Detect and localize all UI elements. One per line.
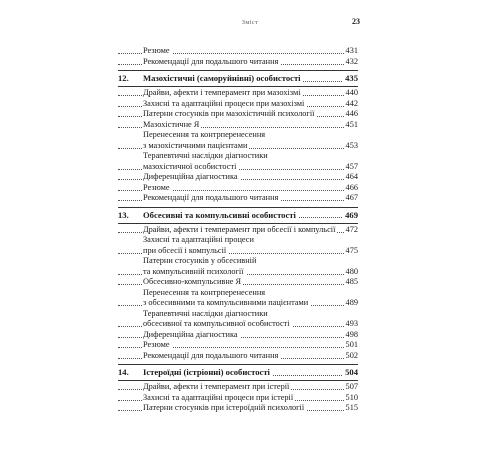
toc-entry-title: Рекомендації для подальшого читання — [143, 193, 279, 202]
toc-page-number: 440 — [345, 88, 358, 97]
toc-page-number: 475 — [345, 245, 358, 255]
chapter-heading-text — [118, 210, 298, 220]
toc-entry-title: Мазохістичне Я — [143, 119, 200, 129]
chapter-heading-text — [118, 367, 272, 377]
toc-page-number: 435 — [345, 73, 358, 83]
toc-entry — [118, 235, 358, 246]
toc-entry-title: Патерни стосунків при істероїдній психології — [143, 403, 305, 412]
toc-entry-title: Драйви, афекти і темперамент при істерії — [143, 382, 290, 391]
toc-page-number: 480 — [345, 266, 358, 276]
toc-entry-title: Захисні та адаптаційні процеси — [143, 235, 254, 244]
toc-entry-title: Резюме — [143, 340, 170, 349]
toc-entry-title: Перенесення та контрперенесення — [143, 287, 266, 297]
toc-page-number: 457 — [345, 161, 358, 171]
toc-page-number: 442 — [345, 98, 358, 108]
toc-page-number: 507 — [345, 382, 358, 391]
toc-page-number: 515 — [345, 403, 358, 412]
toc-entry — [118, 193, 358, 204]
chapter-heading — [118, 367, 358, 378]
toc-entry — [118, 109, 358, 120]
toc-entry-title: та компульсивній психології — [143, 266, 244, 276]
toc-page-number: 510 — [345, 392, 358, 402]
chapter-title: Обсесивні та компульсивні особистості — [143, 209, 296, 220]
toc-page-number: 467 — [345, 193, 358, 202]
toc-entry-title: Захисні та адаптаційні процеси при істерії — [143, 392, 294, 402]
toc-entry — [118, 340, 358, 351]
toc-entry — [118, 298, 358, 309]
toc-entry-title: при обсесії і компульсії — [143, 245, 227, 255]
toc-entry — [118, 120, 358, 131]
toc-page-number: 451 — [345, 119, 358, 129]
toc-page-number: 501 — [345, 340, 358, 349]
toc-page-number: 464 — [345, 172, 358, 181]
toc-entry-title: Диференційна діагностика — [143, 329, 238, 339]
toc-entry — [118, 172, 358, 183]
toc-entry-title: Резюме — [143, 182, 170, 192]
toc-entry — [118, 403, 358, 414]
toc-entry-title: Драйви, афекти і темперамент при обсесії і компульсії — [143, 224, 336, 234]
toc-entry-title: Рекомендації для подальшого читання — [143, 350, 279, 360]
toc-entry — [118, 99, 358, 110]
toc-entry — [118, 46, 358, 57]
toc-entry-title: обсесивної та компульсивної особистості — [143, 319, 290, 328]
toc-page-number: 498 — [345, 329, 358, 339]
toc-page-number: 432 — [345, 56, 358, 66]
toc-entry — [118, 393, 358, 404]
toc-entry-title: Захисні та адаптаційні процеси при мазохізмі — [143, 98, 305, 108]
toc-page-number: 453 — [345, 140, 358, 150]
toc-entry — [118, 351, 358, 362]
toc-entry-title: Терапевтичні наслідки діагностики — [143, 308, 268, 318]
table-of-contents — [118, 46, 358, 414]
toc-entry — [118, 288, 358, 299]
toc-entry-title: Обсесивно-компульсивне Я — [143, 277, 242, 286]
chapter-heading — [118, 210, 358, 221]
toc-entry — [118, 309, 358, 320]
chapter-number: 14. — [118, 367, 129, 377]
toc-entry — [118, 151, 358, 162]
toc-entry-title: з обсесивними та компульсивними пацієнтами — [143, 298, 309, 307]
toc-entry — [118, 141, 358, 152]
toc-entry-title: мазохістичної особистості — [143, 161, 237, 171]
toc-entry-title: Терапевтичні наслідки діагностики — [143, 151, 268, 160]
toc-entry — [118, 225, 358, 236]
toc-entry-title: Драйви, афекти і темперамент при мазохізмі — [143, 88, 301, 97]
toc-entry — [118, 88, 358, 99]
running-title: Зміст — [241, 20, 259, 26]
toc-entry-title: Резюме — [143, 46, 170, 55]
chapter-heading-text — [118, 73, 303, 83]
toc-page-number: 469 — [345, 209, 358, 220]
chapter-heading — [118, 73, 358, 84]
toc-page-number: 489 — [345, 298, 358, 307]
toc-entry-title: Перенесення та контрперенесення — [143, 130, 266, 139]
toc-entry — [118, 330, 358, 341]
toc-entry-title: з мазохістичними пацієнтами — [143, 140, 248, 150]
toc-page-number: 446 — [345, 109, 358, 118]
toc-page-number: 504 — [345, 367, 358, 377]
toc-entry-title: Патерни стосунків при мазохістичній психології — [143, 109, 315, 118]
toc-page-number: 472 — [345, 224, 358, 234]
toc-entry — [118, 57, 358, 68]
chapter-number: 12. — [118, 73, 129, 83]
page-number: 23 — [352, 17, 360, 26]
toc-entry — [118, 162, 358, 173]
toc-entry — [118, 267, 358, 278]
toc-entry — [118, 319, 358, 330]
toc-entry — [118, 277, 358, 288]
toc-entry — [118, 246, 358, 257]
toc-entry — [118, 382, 358, 393]
toc-entry — [118, 256, 358, 267]
toc-page-number: 493 — [345, 319, 358, 328]
toc-page-number: 485 — [345, 277, 358, 286]
toc-page-number: 502 — [345, 350, 358, 360]
toc-page-number: 431 — [345, 46, 358, 55]
toc-entry-title: Патерни стосунків у обсесивній — [143, 256, 257, 265]
chapter-number: 13. — [118, 209, 129, 220]
toc-entry-title: Диференційна діагностика — [143, 172, 238, 181]
toc-entry — [118, 183, 358, 194]
chapter-title: Істероїдні (істріонні) особистості — [143, 367, 270, 377]
toc-entry — [118, 130, 358, 141]
chapter-title: Мазохістичні (саморуйнівні) особистості — [143, 73, 301, 83]
toc-page-number: 466 — [345, 182, 358, 192]
toc-entry-title: Рекомендації для подальшого читання — [143, 56, 279, 66]
